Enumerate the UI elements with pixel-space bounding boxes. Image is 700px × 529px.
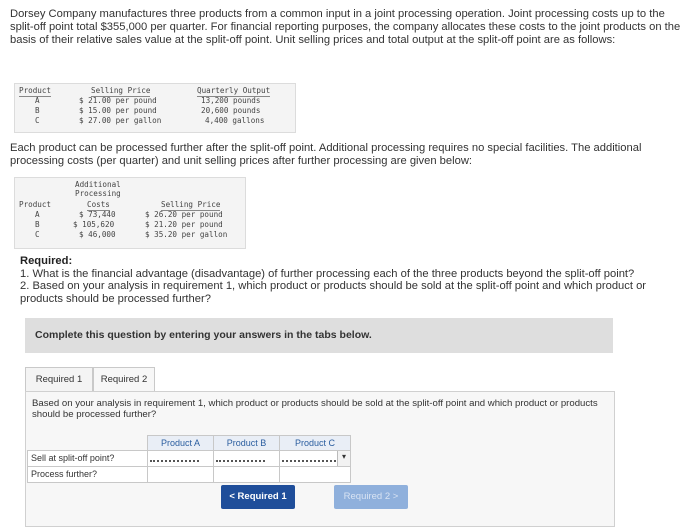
required-title: Required: xyxy=(20,255,73,267)
process-product-a-select[interactable] xyxy=(147,466,214,483)
t1-header-price: Selling Price xyxy=(91,86,151,95)
t1-row-c-output: 4,400 gallons xyxy=(205,116,265,125)
t1-header-output: Quarterly Output xyxy=(197,86,271,95)
sell-product-c-select[interactable] xyxy=(279,450,351,467)
tab-required-2[interactable]: Required 2 xyxy=(93,367,155,393)
t2-row-b-costs: $ 105,620 xyxy=(73,220,115,229)
required-2-panel xyxy=(25,391,615,527)
t2-row-a-price: $ 26.20 per pound xyxy=(145,210,223,219)
requirements xyxy=(20,255,660,305)
sell-c-underline xyxy=(282,460,336,462)
prev-required-1-button[interactable] xyxy=(221,485,295,509)
problem-intro: Dorsey Company manufactures three products from a common input in a joint processing operation. Joint processing costs up to the split-off point total $355,000 per quarter. For financial reporting purposes, the company allocates these costs to the joint products on the basis of their relative sales value at the split-off point. Unit selling prices and total output at the split-off point are as follows: xyxy=(10,8,681,46)
t2-row-a-costs: $ 73,440 xyxy=(79,210,116,219)
next-required-2-button[interactable] xyxy=(334,485,408,509)
prev-button-label: Required 1 xyxy=(237,491,287,502)
chevron-left-icon: < xyxy=(229,491,235,502)
instruction-text: Complete this question by entering your answers in the tabs below. xyxy=(35,329,372,341)
t1-row-b-price: $ 15.00 per pound xyxy=(79,106,157,115)
process-product-b-select[interactable] xyxy=(213,466,280,483)
t2-header-additional: Additional xyxy=(75,180,121,189)
required-item-2: 2. Based on your analysis in requirement 1, which product or products should be sold at the split-off point and which product or products should be processed further? xyxy=(20,280,647,305)
t1-row-b-output: 20,600 pounds xyxy=(201,106,261,115)
row-label-process: Process further? xyxy=(27,466,148,483)
row-label-sell: Sell at split-off point? xyxy=(27,450,148,467)
sell-product-a-select[interactable] xyxy=(147,450,214,467)
required-item-1: 1. What is the financial advantage (disadvantage) of further processing each of the three products beyond the split-off point? xyxy=(20,267,635,280)
t1-row-c-product: C xyxy=(35,116,40,125)
t1-row-a-output: 13,200 pounds xyxy=(201,96,261,105)
chevron-right-icon: > xyxy=(392,491,399,502)
sell-a-underline xyxy=(150,460,199,462)
tab-required-1[interactable]: Required 1 xyxy=(25,367,93,393)
t1-row-a-product: A xyxy=(35,96,40,105)
t2-header-costs: Costs xyxy=(87,200,110,209)
t2-row-b-product: B xyxy=(35,220,40,229)
col-header-product-b: Product B xyxy=(213,435,280,451)
t1-row-b-product: B xyxy=(35,106,40,115)
t1-header-product: Product xyxy=(19,86,52,95)
t2-header-processing: Processing xyxy=(75,189,121,198)
t2-row-c-product: C xyxy=(35,230,40,239)
t2-header-price: Selling Price xyxy=(161,200,221,209)
t1-row-a-price: $ 21.00 per pound xyxy=(79,96,157,105)
t2-row-c-price: $ 35.20 per gallon xyxy=(145,230,228,239)
t2-row-b-price: $ 21.20 per pound xyxy=(145,220,223,229)
sell-product-b-select[interactable] xyxy=(213,450,280,467)
split-off-table xyxy=(14,83,296,133)
process-product-c-select[interactable] xyxy=(279,466,351,483)
t2-row-c-costs: $ 46,000 xyxy=(79,230,116,239)
t1-row-c-price: $ 27.00 per gallon xyxy=(79,116,162,125)
instruction-banner xyxy=(25,318,613,353)
t2-header-product: Product xyxy=(19,200,52,209)
sell-b-underline xyxy=(216,460,265,462)
further-processing-table xyxy=(14,177,246,249)
next-button-label: Required 2 xyxy=(343,491,391,502)
chevron-down-icon[interactable]: ▾ xyxy=(337,451,350,466)
col-header-product-a: Product A xyxy=(147,435,214,451)
panel-question: Based on your analysis in requirement 1, which product or products should be sold at the split-off point and which product or products should be processed further? xyxy=(32,398,598,420)
t2-row-a-product: A xyxy=(35,210,40,219)
col-header-product-c: Product C xyxy=(279,435,351,451)
processing-description: Each product can be processed further after the split-off point. Additional processing requires no special facilities. The additional processing costs (per quarter) and unit selling prices after further processing are given below: xyxy=(10,142,642,167)
